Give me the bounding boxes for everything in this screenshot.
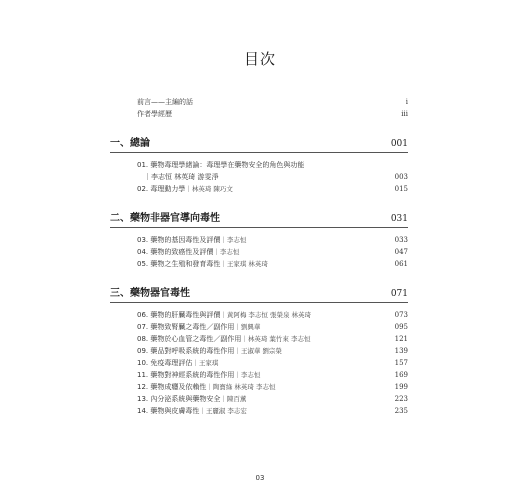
toc-chapter-item[interactable] (110, 159, 408, 171)
toc-chapter-authors[interactable] (110, 171, 408, 183)
toc-item-label: 09. 藥品對呼吸系統的毒性作用 (137, 347, 235, 355)
toc-page-number: 139 (394, 347, 408, 355)
toc-item-label: 02. 毒理動力學 (137, 185, 186, 193)
toc-page-number: 003 (394, 173, 408, 181)
toc-item-authors: ｜李志恒 (234, 371, 261, 379)
section-page-number: 031 (390, 214, 408, 224)
toc-chapter-item[interactable] (110, 357, 408, 369)
toc-item-label: 07. 藥物致腎臟之毒性／副作用 (137, 323, 235, 331)
toc-page-number: 235 (394, 407, 408, 415)
toc-section-heading[interactable] (110, 209, 408, 228)
page-footer-number: 03 (255, 474, 265, 482)
toc-item-label: 10. 免疫毒理評估 (137, 359, 193, 367)
section-title: 一、總論 (110, 138, 150, 149)
toc-item-label: 08. 藥物於心血管之毒性／副作用 (137, 335, 242, 343)
toc-item-label: 03. 藥物的基因毒性及評價 (137, 236, 221, 244)
toc-item-label: 13. 內分泌系統與藥物安全 (137, 395, 221, 403)
toc-chapter-item[interactable] (110, 381, 408, 393)
toc-chapter-item[interactable] (110, 333, 408, 345)
toc-page-number: 073 (394, 311, 408, 319)
toc-item-authors: ｜劉興華 (234, 323, 261, 331)
toc-item-label: 12. 藥物成癮及依賴性 (137, 383, 207, 391)
toc-chapter-item[interactable] (110, 345, 408, 357)
toc-page-number: 015 (394, 185, 408, 193)
toc-page-number: 199 (394, 383, 408, 391)
toc-item-label: 14. 藥物與皮膚毒性 (137, 407, 200, 415)
toc-item-label: 06. 藥物的肝臟毒性與評價 (137, 311, 221, 319)
toc-item-label: 01. 藥物毒理學緒論：毒理學在藥物安全的角色與功能 (137, 161, 305, 169)
toc-item-label: 11. 藥物對神經系統的毒性作用 (137, 371, 235, 379)
toc-item-label: 04. 藥物的致癌性及評價 (137, 248, 214, 256)
toc-chapter-item[interactable] (110, 246, 408, 258)
toc-page-number: 169 (394, 371, 408, 379)
toc-item-label: 作者學經歷 (137, 110, 172, 118)
toc-page-number: 157 (394, 359, 408, 367)
toc-item-authors: ｜李志恒 (213, 248, 240, 256)
toc-chapter-item[interactable] (110, 309, 408, 321)
toc-chapter-item[interactable] (110, 393, 408, 405)
toc-item-label: 05. 藥物之生殖和發育毒性 (137, 260, 221, 268)
section-page-number: 071 (390, 289, 408, 299)
toc-item-authors: ｜陳百薰 (220, 395, 247, 403)
toc-page-number: iii (401, 110, 408, 118)
toc-item-authors: ｜王麗淑 李志宏 (199, 407, 247, 415)
toc-chapter-item[interactable] (110, 258, 408, 270)
toc-item-authors: ｜王家琪 (192, 359, 219, 367)
toc-chapter-item[interactable] (110, 321, 408, 333)
toc-chapter-item[interactable] (110, 369, 408, 381)
toc-front-item[interactable] (110, 96, 408, 108)
toc-page-number: 223 (394, 395, 408, 403)
toc-item-authors: ｜王家琪 林英琦 (220, 260, 268, 268)
toc-chapter-item[interactable] (110, 183, 408, 195)
toc-page-number: 095 (394, 323, 408, 331)
toc-page-number: i (405, 98, 408, 106)
toc-item-authors: ｜黃阿梅 李志恒 張榮泉 林英琦 (220, 311, 312, 319)
section-title: 三、藥物器官毒性 (110, 288, 190, 299)
toc-item-label: 前言——主編的話 (137, 98, 193, 106)
page-title: 目次 (243, 50, 276, 68)
section-page-number: 001 (390, 139, 408, 149)
toc-item-authors: ｜陶寶綠 林英琦 李志恒 (206, 383, 276, 391)
toc-chapter-item[interactable] (110, 405, 408, 417)
toc-item-authors: ｜李志恒 (220, 236, 247, 244)
table-of-contents (110, 96, 408, 417)
toc-page-number: 047 (394, 248, 408, 256)
toc-item-authors: ｜林英琦 陳巧文 (185, 185, 233, 193)
toc-page-number: 033 (394, 236, 408, 244)
toc-section-heading[interactable] (110, 284, 408, 303)
section-title: 二、藥物非器官導向毒性 (110, 213, 220, 224)
toc-item-authors: ｜李志恒 林英琦 游雯淨 (144, 173, 219, 181)
toc-item-authors: ｜林英琦 葉竹來 李志恒 (241, 335, 311, 343)
toc-item-authors: ｜王淑華 劉宗榮 (234, 347, 282, 355)
toc-page-number: 121 (394, 335, 408, 343)
toc-front-item[interactable] (110, 108, 408, 120)
toc-page-number: 061 (394, 260, 408, 268)
toc-section-heading[interactable] (110, 134, 408, 153)
toc-chapter-item[interactable] (110, 234, 408, 246)
